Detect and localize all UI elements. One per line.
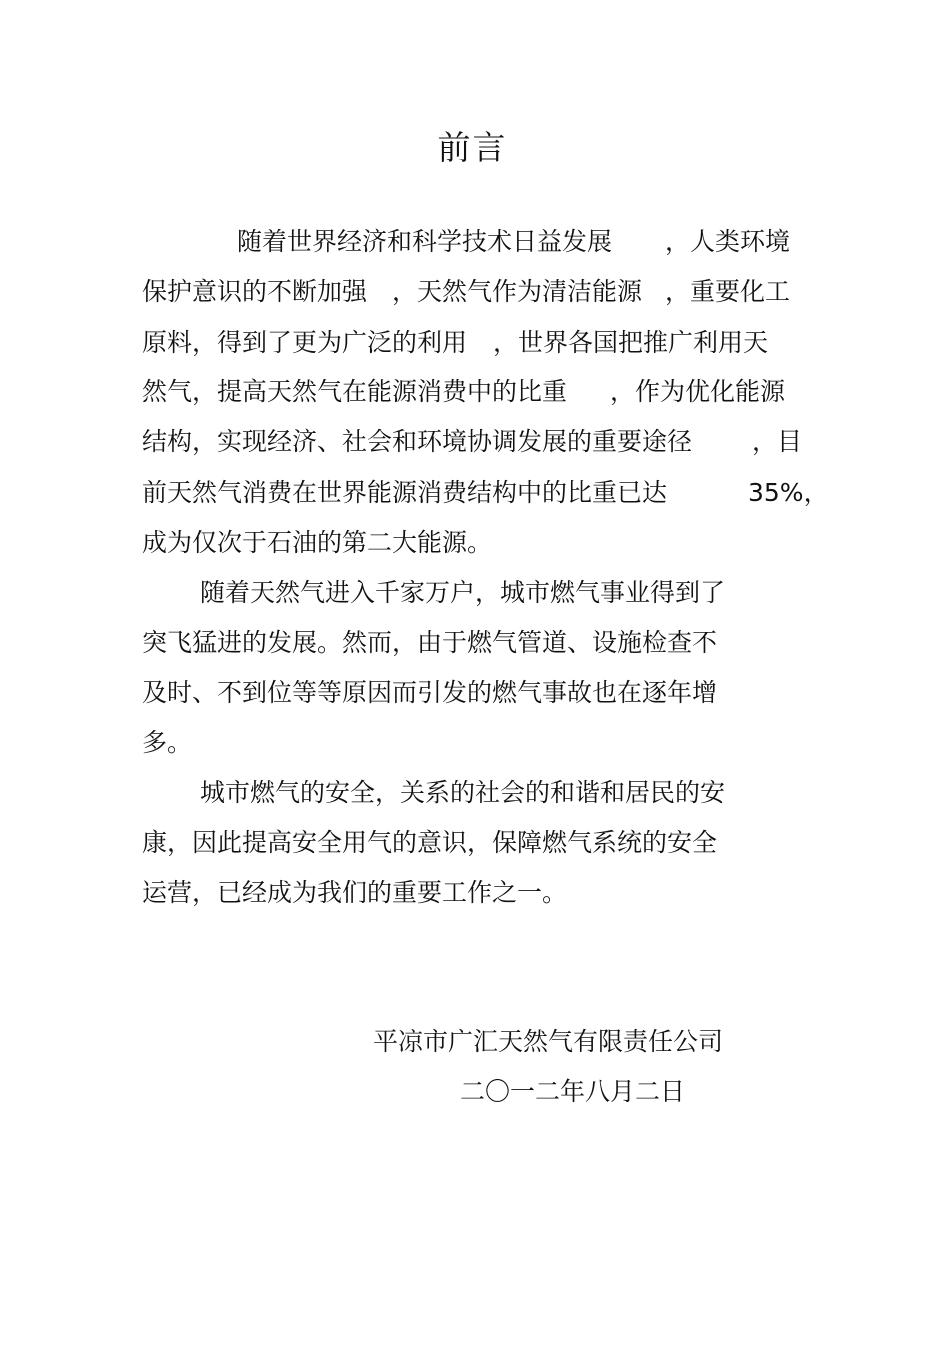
text-line: ，作为优化能源 bbox=[610, 377, 786, 406]
text-line: 及时、不到位等等原因而引发的燃气事故也在逐年增 bbox=[142, 678, 718, 707]
text-line: 康，因此提高安全用气的意识，保障燃气系统的安全 bbox=[142, 828, 718, 857]
signature-date: 二〇一二年八月二日 bbox=[460, 1077, 686, 1106]
text-line: ，重要化工 bbox=[665, 277, 791, 306]
text-line: ，人类环境 bbox=[665, 227, 791, 256]
text-line: 原料，得到了更为广泛的利用 bbox=[142, 328, 468, 357]
text-line: 多。 bbox=[142, 728, 193, 757]
text-line: ，目 bbox=[752, 427, 803, 456]
text-line: 突飞猛进的发展。然而，由于燃气管道、设施检查不 bbox=[142, 628, 718, 657]
text-line: 然气，提高天然气在能源消费中的比重 bbox=[142, 377, 568, 406]
text-line: 35%， bbox=[748, 478, 829, 507]
text-line: 城市燃气的安全，关系的社会的和谐和居民的安 bbox=[200, 778, 726, 807]
text-line: ，世界各国把推广利用天 bbox=[493, 328, 769, 357]
text-line: 结构，实现经济、社会和环境协调发展的重要途径 bbox=[142, 427, 693, 456]
text-line: 随着世界经济和科学技术日益发展 bbox=[237, 227, 613, 256]
text-line: 前天然气消费在世界能源消费结构中的比重已达 bbox=[142, 478, 668, 507]
text-line: 保护意识的不断加强 bbox=[142, 277, 368, 306]
text-line: 随着天然气进入千家万户，城市燃气事业得到了 bbox=[200, 578, 726, 607]
text-line: 成为仅次于石油的第二大能源。 bbox=[142, 528, 493, 557]
page-title: 前言 bbox=[437, 128, 508, 167]
signature-company: 平凉市广汇天然气有限责任公司 bbox=[373, 1027, 724, 1056]
text-line: 运营，已经成为我们的重要工作之一。 bbox=[142, 878, 568, 907]
text-line: ，天然气作为清洁能源 bbox=[392, 277, 643, 306]
